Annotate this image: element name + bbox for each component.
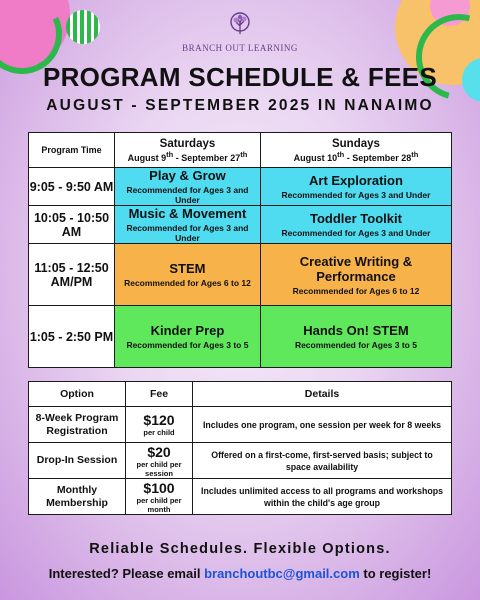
brand-name: BRANCH OUT LEARNING	[182, 43, 298, 53]
program-name: Play & Grow	[149, 168, 226, 183]
table-row	[29, 306, 452, 368]
program-time-header: Program Time	[29, 133, 115, 168]
program-recommendation: Recommended for Ages 3 to 5	[294, 340, 417, 350]
schedule-table	[28, 132, 452, 368]
fee-option: Monthly Membership	[29, 479, 126, 515]
fee-cell	[126, 479, 193, 515]
time-slot: 1:05 - 2:50 PM	[29, 306, 115, 368]
program-cell	[260, 306, 451, 368]
brand-logo	[0, 12, 480, 53]
day-range: August 9th - September 27th	[127, 149, 248, 163]
program-cell	[115, 206, 261, 244]
table-row	[29, 443, 452, 479]
fees-table	[28, 381, 452, 515]
tagline: Reliable Schedules. Flexible Options.	[89, 541, 391, 557]
fee-amount: $120	[143, 412, 175, 428]
fee-cell	[126, 443, 193, 479]
day-header-sunday	[260, 133, 451, 168]
fee-unit: per child	[143, 428, 175, 437]
program-cell	[115, 306, 261, 368]
program-recommendation: Recommended for Ages 6 to 12	[124, 278, 251, 288]
program-cell	[260, 206, 451, 244]
schedule-header-row	[29, 133, 452, 168]
day-name: Saturdays	[159, 137, 216, 150]
program-name: STEM	[169, 261, 206, 276]
fee-cell	[126, 407, 193, 443]
program-name: Music & Movement	[128, 206, 247, 221]
program-cell	[260, 244, 451, 306]
program-recommendation: Recommended for Ages 3 and Under	[126, 185, 249, 205]
cta-suffix: to register!	[359, 566, 432, 581]
fees-header-row	[29, 382, 452, 407]
program-recommendation: Recommended for Ages 3 and Under	[281, 190, 431, 200]
fee-option: Drop-In Session	[29, 443, 126, 479]
day-range: August 10th - September 28th	[293, 149, 419, 163]
program-name: Toddler Toolkit	[309, 211, 402, 226]
fee-amount: $20	[147, 443, 171, 460]
details-header: Details	[193, 382, 452, 407]
program-recommendation: Recommended for Ages 6 to 12	[292, 285, 420, 296]
option-header: Option	[29, 382, 126, 407]
program-recommendation: Recommended for Ages 3 to 5	[126, 340, 249, 350]
fee-amount: $100	[143, 479, 175, 496]
time-slot: 9:05 - 9:50 AM	[29, 168, 115, 206]
fee-unit: per child per month	[136, 495, 182, 514]
page-title: PROGRAM SCHEDULE & FEES	[42, 62, 438, 92]
program-name: Art Exploration	[309, 173, 403, 188]
fee-details: Includes one program, one session per week for 8 weeks	[193, 407, 452, 443]
fee-details: Includes unlimited access to all programs and workshops within the child's age group	[193, 479, 452, 515]
program-name: Creative Writing & Performance	[299, 253, 413, 284]
fee-option: 8-Week Program Registration	[29, 407, 126, 443]
table-row	[29, 479, 452, 515]
program-cell	[260, 168, 451, 206]
table-row	[29, 206, 452, 244]
table-row	[29, 168, 452, 206]
program-cell	[115, 244, 261, 306]
fee-unit: per child per session	[136, 459, 182, 478]
email-link[interactable]: branchoutbc@gmail.com	[204, 566, 360, 581]
table-row	[29, 407, 452, 443]
day-header-saturday	[115, 133, 261, 168]
day-name: Sundays	[331, 137, 380, 150]
program-name: Hands On! STEM	[303, 323, 409, 338]
page-subtitle: AUGUST - SEPTEMBER 2025 IN NANAIMO	[46, 97, 434, 114]
program-name: Kinder Prep	[150, 323, 225, 338]
time-slot: 10:05 - 10:50 AM	[29, 206, 115, 244]
cta-prefix: Interested? Please email	[48, 566, 205, 581]
program-recommendation: Recommended for Ages 3 and Under	[281, 228, 431, 238]
table-row	[29, 244, 452, 306]
fee-header: Fee	[126, 382, 193, 407]
time-slot: 11:05 - 12:50 AM/PM	[29, 244, 115, 306]
program-cell	[115, 168, 261, 206]
tree-logo-icon	[228, 12, 252, 38]
fee-details: Offered on a first-come, first-served basis; subject to space availability	[193, 443, 452, 479]
program-recommendation: Recommended for Ages 3 and Under	[126, 223, 249, 243]
call-to-action	[0, 566, 480, 581]
